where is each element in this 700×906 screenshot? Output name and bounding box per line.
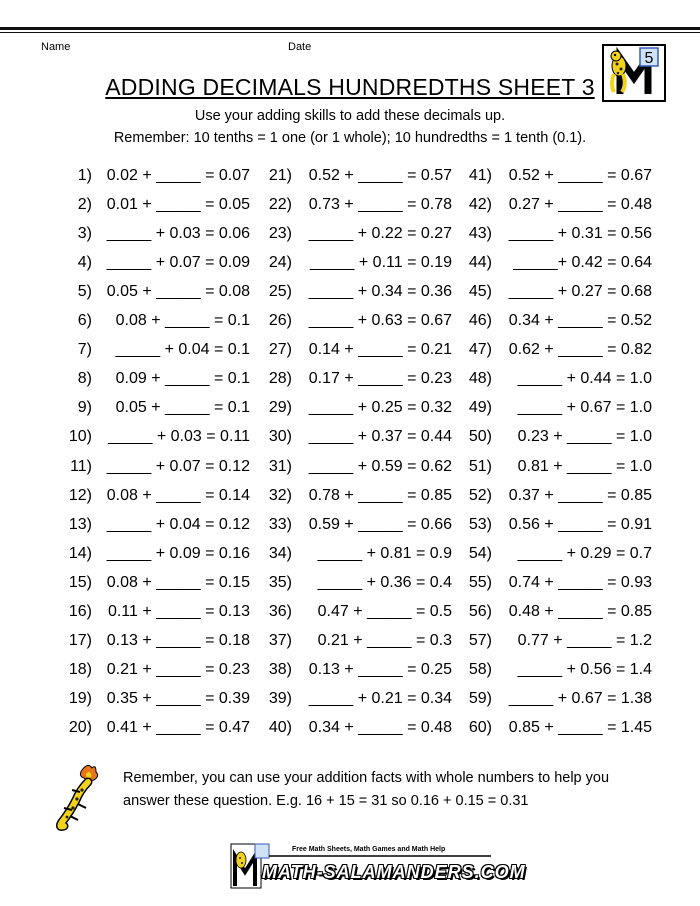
hint-line-1: Remember, you can use your addition facts with whole numbers to help you (123, 770, 610, 786)
question-number: 14) (68, 544, 92, 562)
question-expression: 0.37 + _____ = 0.85 (508, 486, 652, 504)
footer-tagline: Free Math Sheets, Math Games and Math Help (292, 846, 446, 853)
page-title: ADDING DECIMALS HUNDREDTHS SHEET 3 (105, 74, 595, 100)
question-number: 32) (268, 486, 292, 504)
question-number: 17) (68, 631, 92, 649)
question-expression: 0.48 + _____ = 0.85 (508, 602, 652, 620)
question-expression: 0.56 + _____ = 0.91 (508, 515, 652, 533)
question-number: 54) (468, 544, 492, 562)
question-expression: 0.13 + _____ = 0.18 (106, 631, 250, 649)
question-item (54, 659, 250, 681)
question-item (54, 252, 250, 274)
question-number: 21) (268, 167, 292, 184)
question-item (254, 310, 452, 332)
question-expression: 0.09 + _____ = 0.1 (115, 370, 250, 388)
question-item (54, 514, 250, 536)
footer-brand: MATH-SALAMANDERS.COM (262, 862, 526, 882)
question-item (54, 310, 250, 332)
hint-note (123, 767, 609, 813)
question-expression: 0.78 + _____ = 0.85 (308, 486, 452, 504)
question-number: 42) (468, 196, 492, 214)
question-number: 26) (268, 312, 292, 330)
question-expression: 0.08 + _____ = 0.1 (115, 312, 250, 330)
question-expression: 0.35 + _____ = 0.39 (106, 689, 250, 707)
question-item (254, 252, 452, 274)
question-number: 41) (468, 167, 492, 184)
instruction-line-1: Use your adding skills to add these decimals up. (194, 108, 506, 124)
question-expression: 0.01 + _____ = 0.05 (106, 196, 250, 214)
question-expression: 0.73 + _____ = 0.78 (308, 196, 452, 214)
question-item (254, 514, 452, 536)
question-item (54, 543, 250, 565)
question-expression: 0.11 + _____ = 0.13 (107, 602, 250, 620)
question-expression: _____ + 0.22 = 0.27 (308, 225, 452, 243)
question-number: 39) (268, 689, 292, 707)
question-item (454, 426, 652, 448)
question-expression: 0.34 + _____ = 0.52 (508, 312, 652, 330)
question-number: 18) (68, 660, 92, 678)
question-item (254, 485, 452, 507)
question-item (254, 688, 452, 710)
question-item (254, 601, 452, 623)
hint-line-2: answer these question. E.g. 16 + 15 = 31 so 0.16 + 0.15 = 0.31 (123, 793, 529, 809)
question-number: 47) (468, 341, 492, 359)
question-number: 13) (68, 515, 92, 533)
question-number: 33) (268, 515, 292, 533)
question-number: 56) (468, 602, 492, 620)
question-number: 27) (268, 341, 292, 359)
question-expression: _____ + 0.25 = 0.32 (308, 399, 452, 417)
question-expression: _____ + 0.44 = 1.0 (517, 370, 652, 388)
question-expression: 0.62 + _____ = 0.82 (508, 341, 652, 359)
question-item (254, 165, 452, 187)
question-number: 55) (468, 573, 492, 591)
question-item (454, 456, 652, 478)
question-item (54, 601, 250, 623)
question-number: 48) (468, 370, 492, 388)
question-item (454, 717, 652, 739)
question-number: 29) (268, 399, 292, 417)
question-expression: _____ + 0.56 = 1.4 (517, 660, 652, 678)
question-number: 45) (468, 283, 492, 301)
question-number: 35) (268, 573, 292, 591)
top-rule (0, 27, 700, 30)
question-number: 60) (468, 718, 492, 736)
question-item (454, 572, 652, 594)
question-item (54, 368, 250, 390)
question-number: 46) (468, 312, 492, 330)
question-item (254, 339, 452, 361)
question-number: 6) (77, 312, 92, 330)
question-expression: 0.05 + _____ = 0.1 (115, 399, 250, 417)
question-item (254, 717, 452, 739)
question-number: 58) (468, 660, 492, 678)
question-item (54, 456, 250, 478)
question-item (254, 426, 452, 448)
question-number: 25) (268, 283, 292, 301)
question-expression: _____ + 0.37 = 0.44 (308, 428, 452, 446)
question-expression: _____ + 0.07 = 0.09 (106, 254, 250, 272)
question-number: 22) (268, 196, 292, 214)
question-item (254, 223, 452, 245)
question-expression: _____ + 0.11 = 0.19 (309, 254, 452, 272)
question-item (454, 310, 652, 332)
question-expression: 0.27 + _____ = 0.48 (508, 196, 652, 214)
question-item (254, 572, 452, 594)
question-number: 15) (68, 573, 92, 591)
question-expression: _____ + 0.34 = 0.36 (308, 283, 452, 301)
question-number: 51) (468, 457, 492, 475)
question-expression: 0.77 + _____ = 1.2 (517, 631, 652, 649)
question-item (54, 281, 250, 303)
question-item (54, 485, 250, 507)
question-number: 31) (268, 457, 292, 475)
question-number: 37) (268, 631, 292, 649)
question-expression: 0.59 + _____ = 0.66 (308, 515, 452, 533)
question-item (454, 514, 652, 536)
question-expression: _____ + 0.09 = 0.16 (106, 544, 250, 562)
question-expression: 0.02 + _____ = 0.07 (106, 167, 250, 184)
question-number: 20) (68, 718, 92, 736)
question-number: 23) (268, 225, 292, 243)
question-number: 5) (77, 283, 92, 301)
question-item (254, 368, 452, 390)
question-expression: 0.21 + _____ = 0.3 (317, 631, 452, 649)
question-expression: 0.23 + _____ = 1.0 (517, 428, 652, 446)
question-expression: _____ + 0.04 = 0.12 (106, 515, 250, 533)
question-expression: _____ + 0.67 = 1.0 (517, 399, 652, 417)
question-expression: 0.52 + _____ = 0.67 (508, 167, 652, 184)
question-number: 28) (268, 370, 292, 388)
question-expression: 0.85 + _____ = 1.45 (508, 718, 652, 736)
top-rule-thin (0, 32, 700, 33)
question-expression: _____ + 0.31 = 0.56 (508, 225, 652, 243)
question-item (254, 543, 452, 565)
question-expression: _____+ 0.42 = 0.64 (513, 254, 652, 272)
question-number: 53) (468, 515, 492, 533)
question-number: 30) (268, 428, 292, 446)
question-expression: 0.14 + _____ = 0.21 (308, 341, 452, 359)
question-number: 24) (268, 254, 292, 272)
question-number: 50) (468, 428, 492, 446)
question-number: 38) (268, 660, 292, 678)
question-item (254, 194, 452, 216)
question-expression: 0.13 + _____ = 0.25 (308, 660, 452, 678)
question-expression: _____ + 0.81 = 0.9 (317, 544, 452, 562)
question-number: 12) (68, 486, 92, 504)
question-item (54, 688, 250, 710)
question-expression: _____ + 0.04 = 0.1 (115, 341, 250, 359)
question-item (454, 659, 652, 681)
question-expression: _____ + 0.27 = 0.68 (508, 283, 652, 301)
question-expression: _____ + 0.36 = 0.4 (317, 573, 452, 591)
question-item (254, 456, 452, 478)
question-item (454, 252, 652, 274)
question-number: 40) (268, 718, 292, 736)
question-item (454, 165, 652, 187)
question-expression: 0.81 + _____ = 1.0 (517, 457, 652, 475)
question-expression: 0.21 + _____ = 0.23 (106, 660, 250, 678)
question-item (254, 281, 452, 303)
question-item (454, 485, 652, 507)
question-item (454, 543, 652, 565)
question-item (54, 717, 250, 739)
question-number: 57) (468, 631, 492, 649)
question-expression: 0.08 + _____ = 0.15 (106, 573, 250, 591)
question-number: 10) (68, 428, 92, 446)
question-number: 16) (68, 602, 92, 620)
question-number: 34) (268, 544, 292, 562)
question-expression: _____ + 0.59 = 0.62 (308, 457, 452, 475)
question-number: 52) (468, 486, 492, 504)
question-item (54, 194, 250, 216)
question-expression: _____ + 0.03 = 0.11 (107, 428, 250, 446)
question-number: 7) (77, 341, 92, 359)
question-number: 4) (77, 254, 92, 272)
question-expression: 0.41 + _____ = 0.47 (106, 718, 250, 736)
question-number: 9) (77, 399, 92, 417)
name-label: Name (41, 41, 71, 53)
salamander-flame-icon (52, 762, 122, 832)
question-expression: 0.08 + _____ = 0.14 (106, 486, 250, 504)
question-number: 49) (468, 399, 492, 417)
question-number: 3) (77, 225, 92, 243)
question-item (254, 397, 452, 419)
question-item (54, 397, 250, 419)
question-expression: 0.34 + _____ = 0.48 (308, 718, 452, 736)
question-item (54, 630, 250, 652)
question-item (54, 223, 250, 245)
question-expression: 0.17 + _____ = 0.23 (308, 370, 452, 388)
question-expression: _____ + 0.03 = 0.06 (106, 225, 250, 243)
question-item (254, 659, 452, 681)
question-expression: 0.74 + _____ = 0.93 (508, 573, 652, 591)
question-item (54, 426, 250, 448)
question-item (454, 223, 652, 245)
question-expression: 0.52 + _____ = 0.57 (308, 167, 452, 184)
question-item (454, 368, 652, 390)
question-expression: _____ + 0.07 = 0.12 (106, 457, 250, 475)
question-number: 1) (77, 167, 92, 184)
question-number: 2) (77, 196, 92, 214)
question-item (454, 397, 652, 419)
question-number: 43) (468, 225, 492, 243)
question-item (454, 339, 652, 361)
question-number: 59) (468, 689, 492, 707)
question-expression: 0.05 + _____ = 0.08 (106, 283, 250, 301)
date-label: Date (288, 41, 312, 53)
question-expression: _____ + 0.21 = 0.34 (308, 689, 452, 707)
level-badge-number: 5 (644, 50, 654, 67)
question-item (54, 339, 250, 361)
question-item (254, 630, 452, 652)
question-item (454, 630, 652, 652)
question-expression: _____ + 0.29 = 0.7 (517, 544, 652, 562)
question-expression: _____ + 0.63 = 0.67 (308, 312, 452, 330)
question-number: 44) (468, 254, 492, 272)
question-number: 19) (68, 689, 92, 707)
question-item (454, 281, 652, 303)
question-item (454, 601, 652, 623)
question-number: 36) (268, 602, 292, 620)
question-expression: 0.47 + _____ = 0.5 (317, 602, 452, 620)
question-expression: _____ + 0.67 = 1.38 (508, 689, 652, 707)
question-number: 11) (70, 457, 92, 475)
question-item (454, 194, 652, 216)
question-item (54, 165, 250, 187)
instruction-line-2: Remember: 10 tenths = 1 one (or 1 whole); 10 hundredths = 1 tenth (0.1). (113, 130, 587, 146)
question-item (454, 688, 652, 710)
question-item (54, 572, 250, 594)
question-number: 8) (77, 370, 92, 388)
